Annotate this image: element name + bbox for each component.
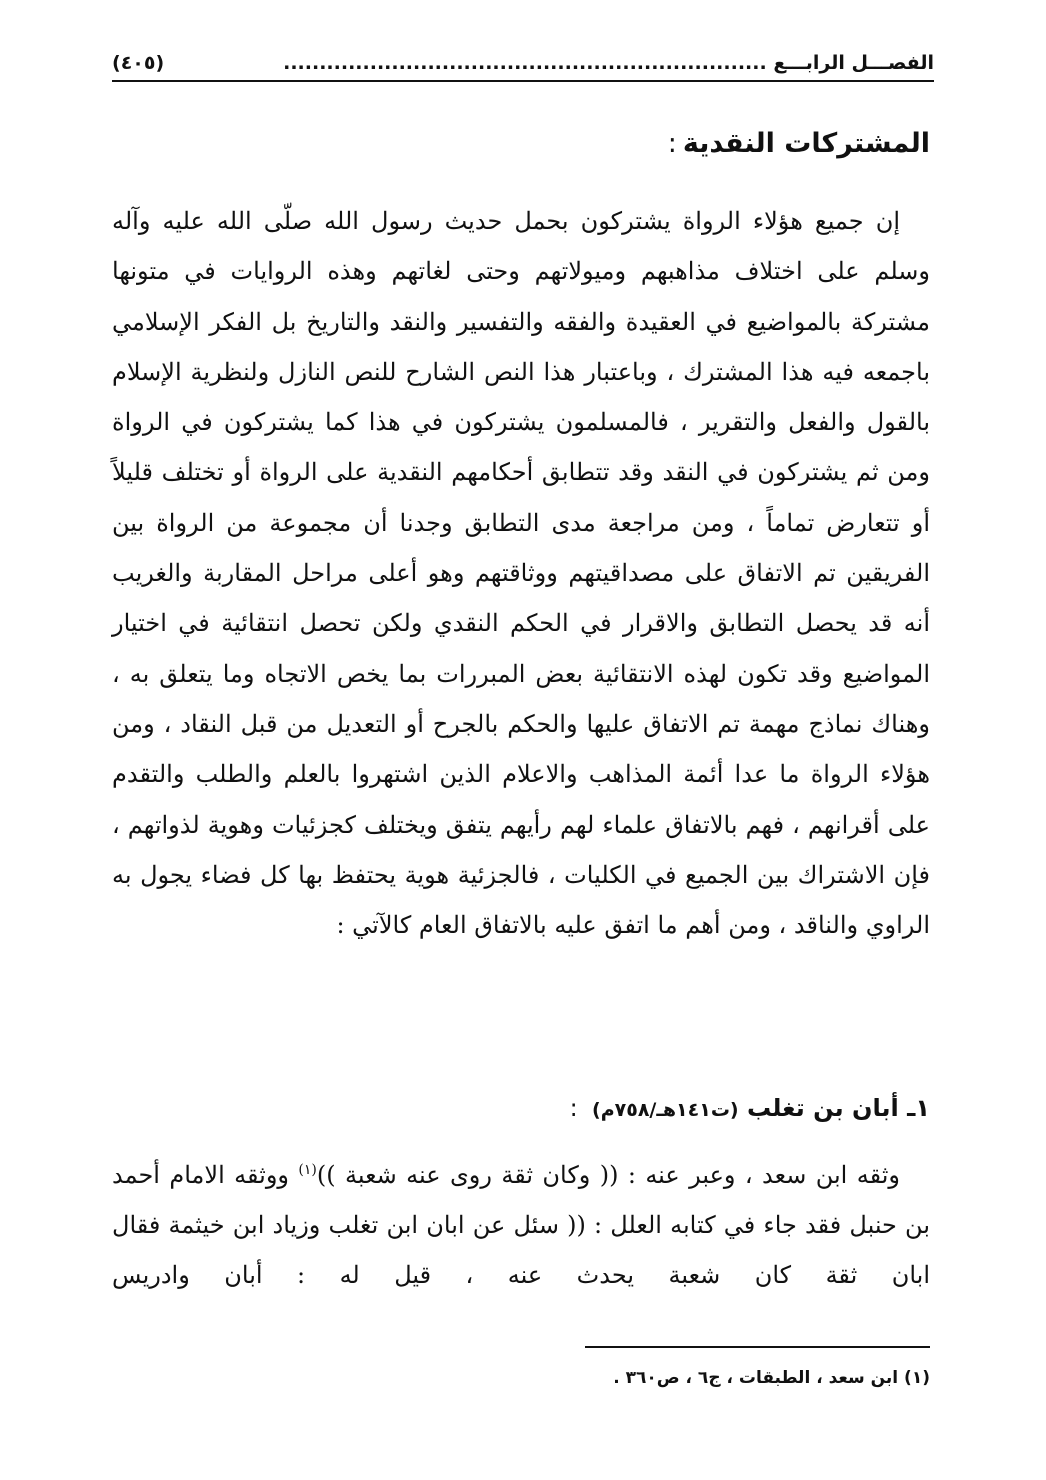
chapter-title: الفصـــل الرابـــع ................................................................... [283,52,934,74]
section-heading [668,128,930,159]
section-heading-colon: : [667,128,677,159]
footnote: (١) ابن سعد ، الطبقات ، ج٦ ، ص٣٦٠ . [613,1368,930,1388]
entry-heading [570,1094,930,1122]
entry-name: ١ـ أبان بن تغلب [746,1094,930,1122]
footnote-reference[interactable]: (١) [298,1162,317,1178]
entry-text-part2: ووثقه الامام أحمد بن حنبل فقد جاء في كتابه العلل : (( سئل عن ابان ابن تغلب وزياد ابن خيثمة فقال ابان ثقة كان شعبة يحدث عنه ، قيل له : أبان وادريس [112,1161,931,1289]
running-header [112,40,934,82]
entry-dates: (ت١٤١هـ/٧٥٨م) [592,1099,739,1121]
page-number: (٤٠٥) [112,52,165,74]
main-paragraph: إن جميع هؤلاء الرواة يشتركون بحمل حديث رسول الله صلّى الله عليه وآله وسلم على اختلاف مذاهبهم وميولاتهم وحتى لغاتهم وهذه الروايات في متونها مشتركة بالمواضيع في العقيدة والفقه والتفسير والنقد والتاريخ بل الفكر الإسلامي باجمعه فيه هذا المشترك ، وباعتبار هذا النص الشارح للنص النازل ولنظرية الإسلام بالقول والفعل والتقرير ، فالمسلمون يشتركون في هذا كما يشتركون في الرواة ومن ثم يشتركون في النقد وقد تتطابق أحكامهم النقدية على الرواة أو تختلف قليلاً أو تتعارض تماماً ، ومن مراجعة مدى التطابق وجدنا أن مجموعة من الرواة بين الفريقين تم الاتفاق على مصداقيتهم ووثاقتهم وهو أعلى مراحل المقاربة والغريب أنه قد يحصل التطابق والاقرار في الحكم النقدي ولكن تحصل انتقائية في اختيار المواضيع وقد تكون لهذه الانتقائية بعض المبررات بما يخص الاتجاه وما يتعلق به ، وهناك نماذج مهمة تم الاتفاق عليها والحكم بالجرح أو التعديل من قبل النقاد ، ومن هؤلاء الرواة ما عدا أئمة المذاهب والاعلام الذين اشتهروا بالعلم والطلب والتقدم على أقرانهم ، فهم بالاتفاق علماء لهم رأيهم يتفق ويختلف كجزئيات وهوية لذواتهم ، فإن الاشتراك بين الجميع في الكليات ، فالجزئية هوية يحتفظ بها كل فضاء يجول به الراوي والناقد ، ومن أهم ما اتفق عليه بالاتفاق العام كالآتي : [112,207,930,940]
footnote-divider [585,1346,930,1348]
section-heading-text: المشتركات النقدية [682,128,930,159]
entry-text-part1: وثقه ابن سعد ، وعبر عنه : (( وكان ثقة روى عنه شعبة )) [316,1161,900,1189]
entry-heading-colon: : [569,1094,578,1122]
entry-paragraph [112,1150,930,1300]
